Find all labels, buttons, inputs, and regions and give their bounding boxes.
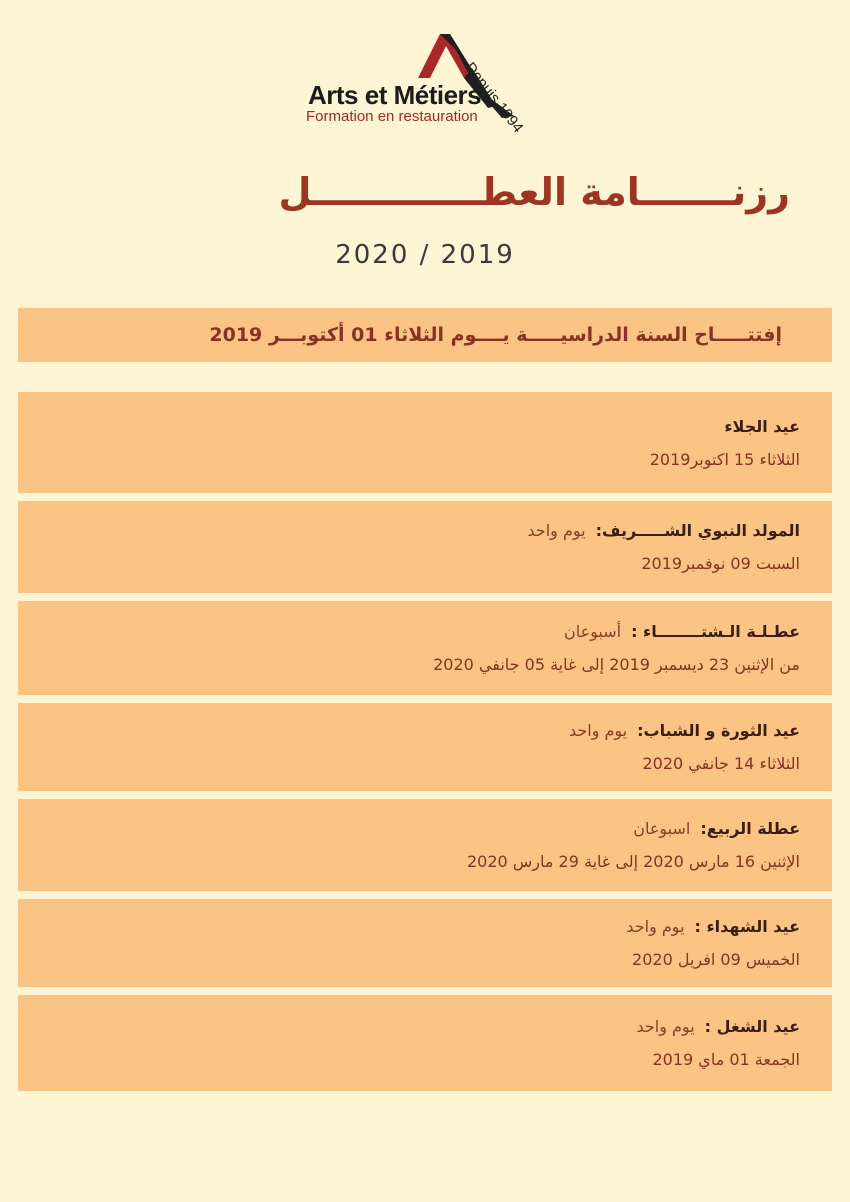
- holiday-name: المولد النبوي الشـــــريف:: [595, 521, 800, 540]
- holiday-card: [18, 601, 832, 695]
- logo-tagline: Formation en restauration: [306, 108, 478, 125]
- holiday-card: [18, 703, 832, 791]
- holiday-date: الخميس 09 افريل 2020: [632, 950, 800, 969]
- holiday-card: [18, 995, 832, 1091]
- holiday-name: عيد الثورة و الشباب:: [637, 721, 800, 740]
- holiday-duration: اسبوعان: [633, 819, 691, 838]
- holiday-name: عيد الشهداء :: [694, 917, 800, 936]
- opening-text: إفتتـــــاح السنة الدراسيـــــة يــــوم الثلاثاء 01 أكتوبـــر 2019: [209, 324, 782, 346]
- holiday-date: الإثنين 16 مارس 2020 إلى غاية 29 مارس 2020: [466, 852, 800, 871]
- holiday-name: عطـلـة الـشتــــــــاء :: [631, 622, 800, 641]
- holiday-card: [18, 799, 832, 891]
- holiday-name: عيد الجلاء: [724, 416, 800, 436]
- holiday-duration: يوم واحد: [527, 521, 586, 540]
- holiday-card: [18, 392, 832, 493]
- holiday-duration: أسبوعان: [563, 622, 622, 641]
- holiday-date: الثلاثاء 15 اكتوبر2019: [649, 449, 800, 469]
- holiday-date: الثلاثاء 14 جانفي 2020: [642, 754, 800, 773]
- logo-since: Depuis 1994: [461, 59, 527, 137]
- holiday-name: عيد الشغل :: [704, 1017, 800, 1036]
- academic-year: 2020 / 2019: [335, 240, 515, 270]
- holiday-card: [18, 501, 832, 593]
- holiday-duration: يوم واحد: [568, 721, 628, 740]
- holiday-date: السبت 09 نوفمبر2019: [641, 554, 800, 573]
- page-title: رزنـــــــامة العطـــــــــــــل: [278, 170, 790, 214]
- holiday-duration: يوم واحد: [636, 1017, 695, 1036]
- holiday-list: [18, 392, 832, 1099]
- holiday-name: عطلة الربيع:: [700, 819, 800, 838]
- school-opening-banner: [18, 308, 832, 362]
- holiday-duration: يوم واحد: [626, 917, 685, 936]
- holiday-date: من الإثنين 23 ديسمبر 2019 إلى غاية 05 جانفي 2020: [433, 655, 800, 674]
- logo-name: Arts et Métiers: [308, 80, 482, 110]
- brand-logo: [300, 28, 550, 137]
- holiday-card: [18, 899, 832, 987]
- holiday-date: الجمعة 01 ماي 2019: [652, 1050, 800, 1069]
